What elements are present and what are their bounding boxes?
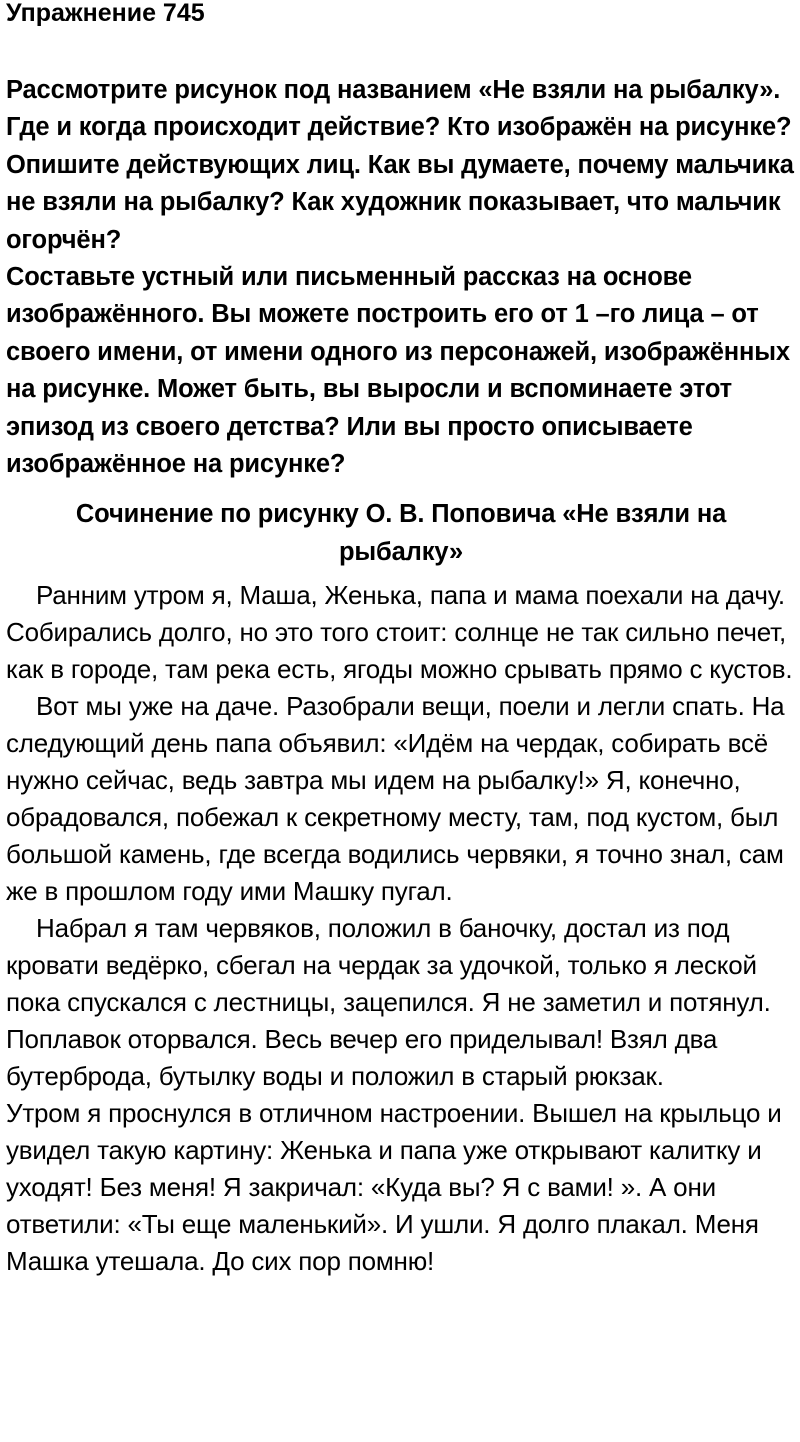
essay-paragraph: Вот мы уже на даче. Разобрали вещи, поели и легли спать. На следующий день папа объявил: «Идём на чердак, собирать всё нужно сейчас, ведь завтра мы идем на рыбалку!» Я, конечно, обрадовался, побежал к секретному месту, там, под кустом, был большой камень, где всегда водились червяки, я точно знал, сам же в прошлом году ими Машку пугал. [6,691,785,907]
task-paragraph: Рассмотрите рисунок под названием «Не взяли на рыбалку». Где и когда происходит действие? Кто изображён на рисунке? Опишите действующих лиц. Как вы думаете, почему мальчика не взяли на рыбалку? Как художник показывает, что мальчик огорчён? [6,76,794,254]
essay-paragraph: Ранним утром я, Маша, Женька, папа и мама поехали на дачу. Собирались долго, но это того стоит: солнце не так сильно печет, как в городе, там река есть, ягоды можно срывать прямо с кустов. [6,580,793,685]
task-text [6,72,796,483]
essay-paragraph: Утром я проснулся в отличном настроении. Вышел на крыльцо и увидел такую картину: Женька и папа уже открывают калитку и уходят! Без меня! Я закричал: «Куда вы? Я с вами! ». А они ответили: «Ты еще маленький». И ушли. Я долго плакал. Меня Машка утешала. До сих пор помню! [6,1098,782,1277]
task-paragraph: Составьте устный или письменный рассказ на основе изображённого. Вы можете построить его от 1 –го лица – от своего имени, от имени одного из персонажей, изображённых на рисунке. Может быть, вы выросли и вспоминаете этот эпизод из своего детства? Или вы просто описываете изображённое на рисунке? [6,263,790,479]
essay-text [6,577,796,1280]
essay-title: Сочинение по рисунку О. В. Поповича «Не взяли на рыбалку» [75,500,727,567]
exercise-title: Упражнение 745 [6,0,205,27]
essay-paragraph: Набрал я там червяков, положил в баночку, достал из под кровати ведёрко, сбегал на чердак за удочкой, только я леской пока спускался с лестницы, зацепился. Я не заметил и потянул. Поплавок оторвался. Весь вечер его приделывал! Взял два бутерброда, бутылку воды и положил в старый рюкзак. [6,913,771,1092]
